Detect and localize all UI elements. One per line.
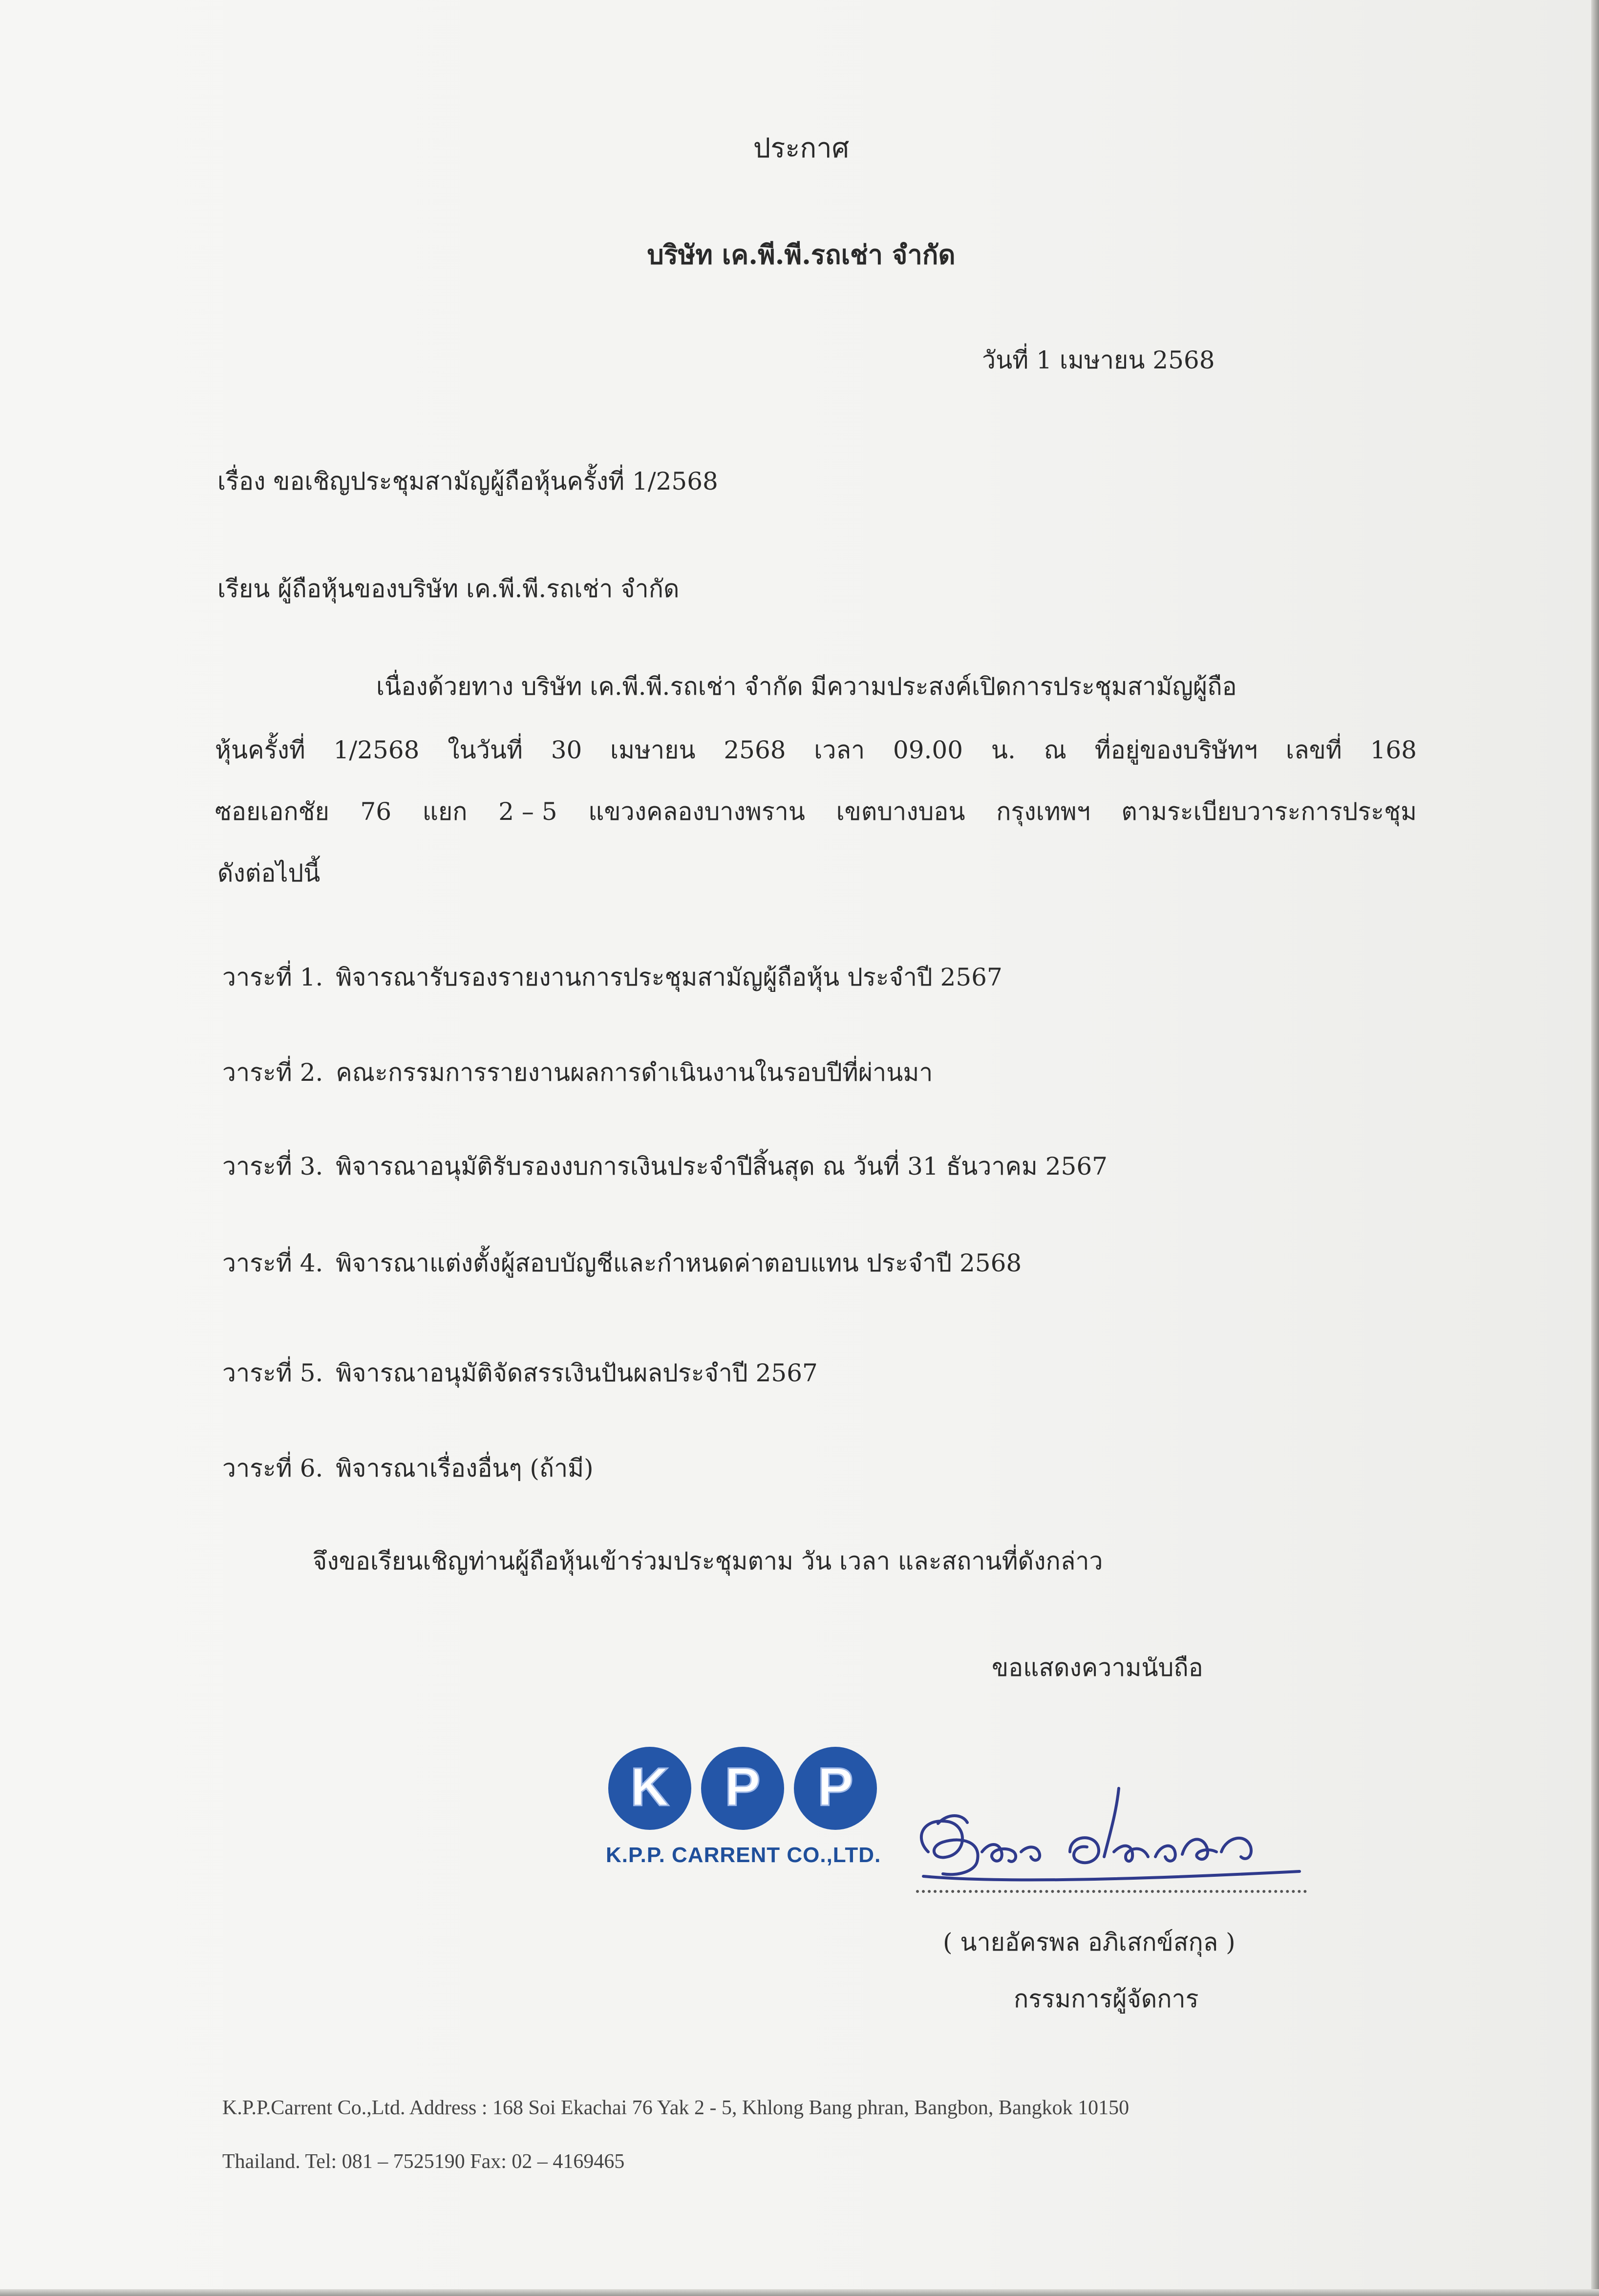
signer-name: ( นายอัครพล อภิเสกข์สกุล ) bbox=[943, 1928, 1236, 1956]
body-word: 2 – 5 bbox=[498, 797, 557, 826]
agenda-item-4 bbox=[222, 1251, 1022, 1275]
agenda-number: วาระที่ 1. bbox=[222, 963, 323, 991]
page-edge-shadow bbox=[1591, 0, 1599, 2296]
body-line-2 bbox=[215, 738, 1417, 762]
logo-letter: P bbox=[725, 1757, 761, 1817]
body-word: 30 bbox=[551, 736, 582, 764]
agenda-number: วาระที่ 3. bbox=[222, 1152, 323, 1180]
recipient-line: เรียน ผู้ถือหุ้นของบริษัท เค.พี.พี.รถเช่า จำกัด bbox=[217, 575, 680, 603]
body-word: 168 bbox=[1370, 736, 1417, 764]
company-logo bbox=[606, 1739, 879, 1886]
logo-letter: P bbox=[817, 1757, 853, 1817]
footer-address: K.P.P.Carrent Co.,Ltd. Address : 168 Soi Ekachai 76 Yak 2 - 5, Khlong Bang phran, Bangbon, Bangkok 10150 bbox=[222, 2097, 1130, 2119]
body-word: 76 bbox=[360, 797, 392, 826]
agenda-item-6 bbox=[222, 1456, 594, 1481]
body-word: เมษายน bbox=[610, 736, 696, 764]
announcement-date: วันที่ 1 เมษายน 2568 bbox=[982, 346, 1215, 374]
body-line-3 bbox=[215, 799, 1417, 824]
body-line-4: ดังต่อไปนี้ bbox=[217, 859, 320, 887]
agenda-item-2 bbox=[222, 1060, 933, 1085]
body-word: น. bbox=[991, 736, 1016, 764]
agenda-number: วาระที่ 5. bbox=[222, 1359, 323, 1387]
page-bottom-shadow bbox=[0, 2289, 1599, 2296]
logo-caption: K.P.P. CARRENT CO.,LTD. bbox=[606, 1843, 881, 1867]
kpp-logo-icon bbox=[606, 1739, 879, 1837]
body-word: ในวันที่ bbox=[448, 736, 523, 764]
body-word: กรุงเทพฯ bbox=[996, 797, 1090, 826]
regards: ขอแสดงความนับถือ bbox=[992, 1653, 1203, 1682]
agenda-number: วาระที่ 2. bbox=[222, 1058, 323, 1087]
agenda-text: พิจารณารับรองรายงานการประชุมสามัญผู้ถือหุ้น ประจำปี 2567 bbox=[336, 963, 1002, 991]
agenda-text: คณะกรรมการรายงานผลการดำเนินงานในรอบปีที่ผ่านมา bbox=[336, 1058, 933, 1087]
body-word: 1/2568 bbox=[333, 736, 420, 764]
body-word: แยก bbox=[422, 797, 468, 826]
footer-contact: Thailand. Tel: 081 – 7525190 Fax: 02 – 4169465 bbox=[222, 2150, 625, 2173]
agenda-number: วาระที่ 6. bbox=[222, 1454, 323, 1482]
agenda-text: พิจารณาอนุมัติจัดสรรเงินปันผลประจำปี 2567 bbox=[336, 1359, 818, 1387]
agenda-text: พิจารณาแต่งตั้งผู้สอบบัญชีและกำหนดค่าตอบแทน ประจำปี 2568 bbox=[336, 1249, 1022, 1277]
body-word: ณ bbox=[1044, 736, 1066, 764]
subject-line: เรื่อง ขอเชิญประชุมสามัญผู้ถือหุ้นครั้งที่ 1/2568 bbox=[217, 467, 718, 495]
body-word: 09.00 bbox=[893, 736, 963, 764]
body-word: ที่อยู่ของบริษัทฯ bbox=[1094, 736, 1258, 764]
body-word: เวลา bbox=[814, 736, 865, 764]
agenda-item-5 bbox=[222, 1361, 818, 1385]
agenda-number: วาระที่ 4. bbox=[222, 1249, 323, 1277]
signer-position: กรรมการผู้จัดการ bbox=[1014, 1985, 1199, 2013]
closing-sentence: จึงขอเรียนเชิญท่านผู้ถือหุ้นเข้าร่วมประชุมตาม วัน เวลา และสถานที่ดังกล่าว bbox=[313, 1547, 1103, 1575]
agenda-text: พิจารณาอนุมัติรับรองงบการเงินประจำปีสิ้นสุด ณ วันที่ 31 ธันวาคม 2567 bbox=[336, 1152, 1108, 1180]
signature-line bbox=[916, 1890, 1307, 1893]
handwritten-signature bbox=[909, 1779, 1309, 1896]
body-word: ซอยเอกชัย bbox=[215, 797, 329, 826]
company-name: บริษัท เค.พี.พี.รถเช่า จำกัด bbox=[647, 239, 956, 270]
agenda-text: พิจารณาเรื่องอื่นๆ (ถ้ามี) bbox=[336, 1454, 594, 1482]
body-word: ตามระเบียบวาระการประชุม bbox=[1121, 797, 1417, 826]
body-text: เนื่องด้วยทาง บริษัท เค.พี.พี.รถเช่า จำกัด มีความประสงค์เปิดการประชุมสามัญผู้ถือ bbox=[376, 672, 1237, 701]
body-word: 2568 bbox=[724, 736, 786, 764]
agenda-item-3 bbox=[222, 1154, 1108, 1179]
body-word: หุ้นครั้งที่ bbox=[215, 736, 305, 764]
agenda-item-1 bbox=[222, 965, 1002, 989]
body-word: เขตบางบอน bbox=[836, 797, 965, 826]
logo-letter: K bbox=[630, 1757, 669, 1817]
body-word: แขวงคลองบางพราน bbox=[588, 797, 805, 826]
body-word: เลขที่ bbox=[1285, 736, 1342, 764]
body-line-1 bbox=[376, 674, 1417, 699]
announcement-title: ประกาศ bbox=[753, 132, 850, 164]
